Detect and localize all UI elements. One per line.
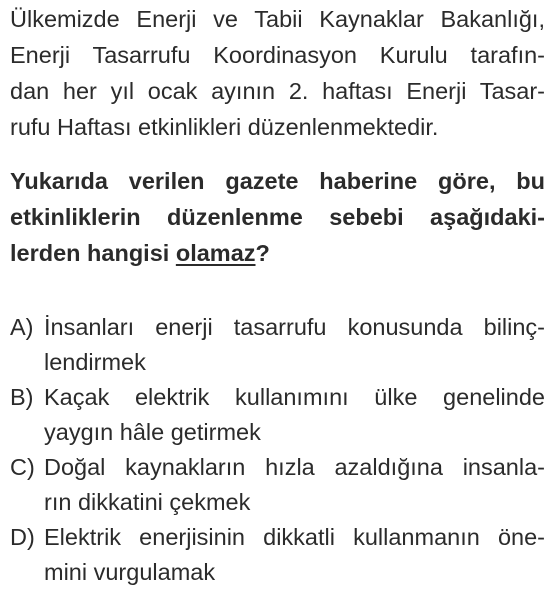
option-text: Elektrik enerjisinin dikkatli kullanmanın öne- xyxy=(44,524,545,550)
question-emphasis: olamaz xyxy=(175,240,256,266)
passage-line: Enerji Tasarrufu Koordinasyon Kurulu tarafın- xyxy=(10,42,545,68)
option-label: A) xyxy=(10,314,34,340)
question-line-last xyxy=(10,236,545,270)
option-text: İnsanları enerji tasarrufu konusunda bilinç- xyxy=(44,314,545,340)
passage-line: Ülkemizde Enerji ve Tabii Kaynaklar Bakanlığı, xyxy=(10,6,545,32)
option-text: Kaçak elektrik kullanımını ülke genelinde xyxy=(44,384,545,410)
option-label: D) xyxy=(10,524,35,550)
option-text: lendirmek xyxy=(44,349,146,375)
option-label: B) xyxy=(10,384,34,410)
option-text: mini vurgulamak xyxy=(44,559,216,585)
question-suffix: ? xyxy=(255,240,270,266)
option-label: C) xyxy=(10,454,35,480)
option-text: Doğal kaynakların hızla azaldığına insanla- xyxy=(44,454,545,480)
question-prefix: lerden hangisi xyxy=(10,240,176,266)
question-line: etkinliklerin düzenlenme sebebi aşağıdaki- xyxy=(10,204,545,230)
passage-line: dan her yıl ocak ayının 2. haftası Enerji Tasar- xyxy=(10,78,545,104)
passage-line: rufu Haftası etkinlikleri düzenlenmektedir. xyxy=(10,114,439,140)
option-text: yaygın hâle getirmek xyxy=(44,419,261,445)
option-text: rın dikkatini çekmek xyxy=(44,489,251,515)
question-line: Yukarıda verilen gazete haberine göre, bu xyxy=(10,168,545,194)
